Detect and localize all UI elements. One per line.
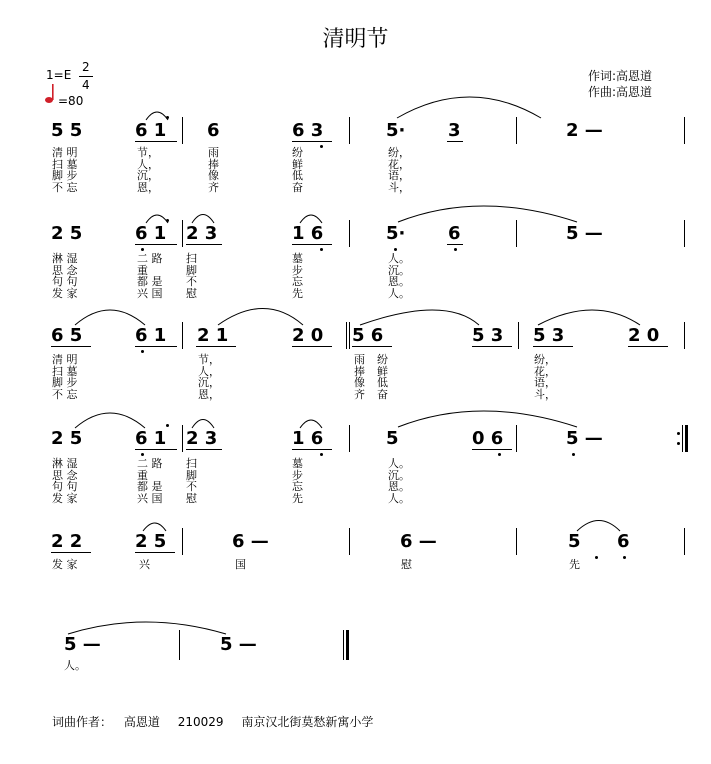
octave-dot [166, 424, 169, 427]
lyric-column: 墓 步 忘 先 [292, 252, 303, 300]
beam-line [447, 141, 463, 142]
bar-line [349, 322, 350, 349]
bar-line [346, 322, 347, 349]
beam-line [533, 346, 573, 347]
note-group: 6 3 [292, 120, 324, 141]
bar-line [182, 322, 183, 349]
note-group: 2 0 [292, 325, 324, 346]
lyric-column: 二 路 重 都 是 兴 国 [137, 457, 163, 505]
composer-credit: 作曲:高恩道 [588, 85, 653, 99]
beam-line [628, 346, 668, 347]
beam-line [472, 449, 512, 450]
final-bar-line-thick [346, 630, 349, 660]
slur [398, 411, 577, 427]
note-group: 6 [207, 120, 220, 141]
slur [538, 310, 640, 325]
bar-line [516, 117, 517, 144]
note-group: 6 [617, 531, 630, 552]
note-group: 6 [448, 223, 461, 244]
beam-line [292, 244, 332, 245]
beam-line [135, 449, 177, 450]
beam-line [447, 244, 463, 245]
lyric-word: 发 家 [52, 558, 78, 571]
beam-line [186, 244, 222, 245]
note-group: 5 — [566, 428, 603, 449]
note-group: 1 6 [292, 428, 324, 449]
slur [192, 420, 214, 429]
octave-dot [595, 556, 598, 559]
note-group: 2 1 [197, 325, 229, 346]
beam-line [51, 552, 91, 553]
slur [68, 622, 226, 634]
beam-line [292, 346, 332, 347]
bar-line [516, 220, 517, 247]
repeat-dot [677, 442, 680, 445]
slur [146, 215, 168, 223]
lyric-stanza-lines: 清 明 扫 墓 脚 步 不 忘 [52, 353, 78, 401]
footer-label: 词曲作者： [52, 715, 113, 729]
slur [75, 413, 145, 428]
bar-line [684, 528, 685, 555]
note-group: 2 5 [135, 531, 167, 552]
octave-dot [454, 248, 457, 251]
lyric-column: 节， 人， 沉， 恩， [137, 146, 159, 194]
octave-dot [572, 453, 575, 456]
bar-line [516, 528, 517, 555]
beam-line [352, 346, 392, 347]
note-group: 3 [448, 120, 461, 141]
bar-line [684, 220, 685, 247]
note-group: 5 3 [472, 325, 504, 346]
lyric-stanza-lines: 淋 湿 思 念 句 句 发 家 [52, 457, 78, 505]
slur [192, 215, 214, 224]
note-group: 6 — [400, 531, 437, 552]
octave-dot [166, 219, 169, 222]
octave-dot [623, 556, 626, 559]
slur [143, 523, 166, 531]
beam-line [135, 141, 177, 142]
octave-dot [166, 116, 169, 119]
lyric-column: 人。 沉。 恩。 人。 [388, 457, 410, 505]
note-group: 5 3 [533, 325, 565, 346]
bar-line [182, 220, 183, 247]
note-group: 5 [568, 531, 581, 552]
lyric-column: 扫 脚 不 慰 [186, 457, 197, 505]
note-group: 5 — [64, 634, 101, 655]
beam-line [292, 141, 332, 142]
slur [577, 521, 620, 532]
bar-line [182, 117, 183, 144]
time-signature-line [79, 76, 93, 77]
lyric-stanza-lines: 淋 湿 思 念 句 句 发 家 [52, 252, 78, 300]
footer-author: 高恩道 [123, 715, 160, 729]
slur [360, 310, 479, 325]
note-group: 2 3 [186, 428, 218, 449]
repeat-bar-line-thick [685, 425, 688, 452]
octave-dot [320, 248, 323, 251]
note-group: 6 — [232, 531, 269, 552]
note-group: 2 2 [51, 531, 83, 552]
note-group: 5· [386, 120, 406, 141]
bar-line [349, 425, 350, 452]
beam-line [472, 346, 512, 347]
bar-line [182, 425, 183, 452]
footer-postcode: 210029 [177, 715, 224, 729]
lyric-column: 墓 步 忘 先 [292, 457, 303, 505]
time-signature-numerator: 2 [82, 60, 90, 74]
quarter-note-icon [44, 83, 58, 105]
lyric-column: 节， 人， 沉， 恩， [198, 353, 220, 401]
note-group: 6 1 [135, 325, 167, 346]
lyric-stanza-lines: 清 明 扫 墓 脚 步 不 忘 [52, 146, 78, 194]
bar-line [179, 630, 180, 660]
lyric-column: 人。 沉。 恩。 人。 [388, 252, 410, 300]
octave-dot [320, 145, 323, 148]
time-signature-denominator: 4 [82, 78, 90, 92]
lyric-column: 纷 鲜 低 奋 [292, 146, 303, 194]
lyric-word: 人。 [64, 659, 86, 672]
note-group: 5· [386, 223, 406, 244]
octave-dot [141, 453, 144, 456]
note-group: 1 6 [292, 223, 324, 244]
octave-dot [394, 248, 397, 251]
note-group: 2 0 [628, 325, 660, 346]
lyric-column: 二 路 重 都 是 兴 国 [137, 252, 163, 300]
beam-line [51, 346, 91, 347]
note-group: 2 5 [51, 223, 83, 244]
octave-dot [498, 453, 501, 456]
note-group: 2 — [566, 120, 603, 141]
bar-line [518, 322, 519, 349]
lyric-column: 纷， 花， 语， 斗， [534, 353, 556, 401]
lyricist-credit: 作词:高恩道 [588, 69, 653, 83]
beam-line [135, 346, 177, 347]
slur [300, 215, 322, 223]
bar-line [349, 220, 350, 247]
beam-line [135, 552, 175, 553]
tempo-mark: =80 [58, 94, 84, 108]
lyric-column: 纷， 花， 语， 斗， [388, 146, 410, 194]
beam-line [196, 346, 236, 347]
bar-line [516, 425, 517, 452]
lyric-word: 兴 [139, 558, 150, 571]
lyric-column: 雨 捧 像 齐 [208, 146, 219, 194]
note-group: 0 6 [472, 428, 504, 449]
slur [146, 112, 168, 120]
bar-line [684, 117, 685, 144]
note-group: 6 5 [51, 325, 83, 346]
final-bar-line [343, 630, 344, 660]
bar-line [349, 117, 350, 144]
repeat-dot [677, 432, 680, 435]
octave-dot [320, 453, 323, 456]
octave-dot [141, 350, 144, 353]
lyric-word: 国 [235, 558, 246, 571]
note-group: 6 1 [135, 428, 167, 449]
note-group: 6 1 [135, 223, 167, 244]
note-group: 2 5 [51, 428, 83, 449]
note-group: 2 3 [186, 223, 218, 244]
note-group: 5 — [566, 223, 603, 244]
note-group: 6 1 [135, 120, 167, 141]
bar-line [182, 528, 183, 555]
octave-dot [141, 248, 144, 251]
repeat-bar-line [682, 425, 683, 452]
song-title: 清明节 [322, 27, 389, 52]
lyric-column: 纷 鲜 低 奋 [377, 353, 388, 401]
note-group: 5 5 [51, 120, 83, 141]
slur [75, 310, 145, 325]
slur [397, 97, 541, 118]
bar-line [349, 528, 350, 555]
lyric-word: 先 [569, 558, 580, 571]
note-group: 5 6 [352, 325, 384, 346]
beam-line [186, 449, 222, 450]
footer-credits [52, 713, 373, 730]
key-signature: 1=E [46, 68, 72, 82]
beam-line [292, 449, 332, 450]
slur [218, 309, 303, 326]
slur [300, 420, 322, 428]
slur [398, 206, 577, 222]
note-group: 5 — [220, 634, 257, 655]
bar-line [684, 322, 685, 349]
lyric-word: 慰 [401, 558, 412, 571]
note-group: 5 [386, 428, 399, 449]
lyric-column: 扫 脚 不 慰 [186, 252, 197, 300]
beam-line [135, 244, 177, 245]
footer-address: 南京汉北街莫愁新寓小学 [241, 715, 374, 729]
lyric-column: 雨 捧 像 齐 [354, 353, 365, 401]
